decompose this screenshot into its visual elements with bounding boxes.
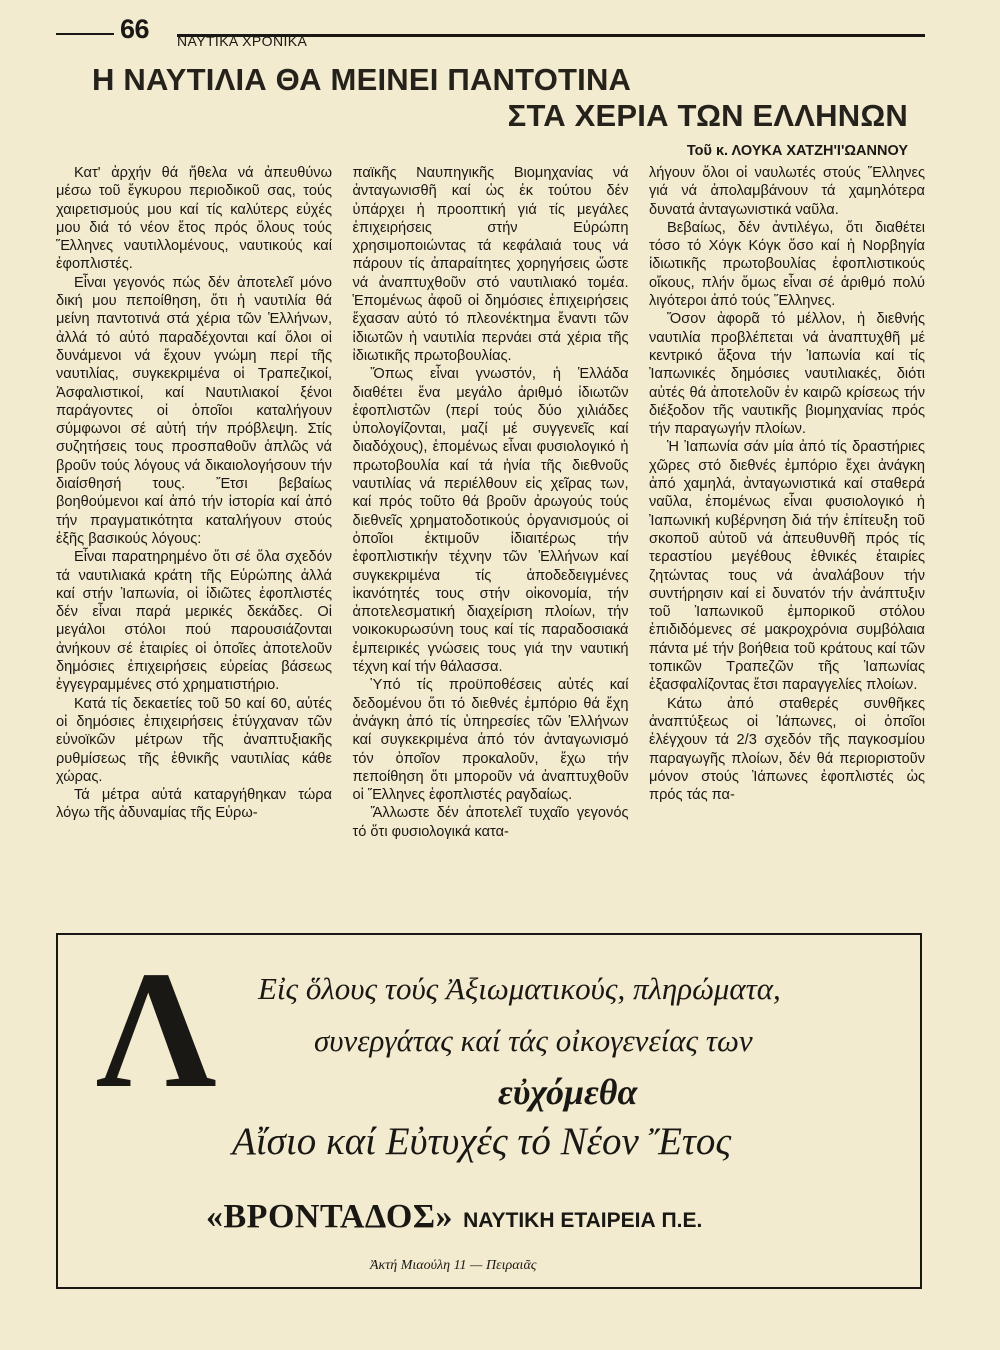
article-body [56,164,925,932]
paragraph: Εἶναι γεγονός πώς δέν ἀποτελεῖ μόνο δική μου πεποίθηση, ὅτι ἡ ναυτιλία θά μείνη παντοτινά στά χέρια τῶν Ἑλλήνων, ἀλλά τό αὐτό παραδέχονται καί ὅλοι οἱ δυνάμενοι νά ἔχουν γνώμη περί τῆς ναυτιλίας, συγκεκριμένα οἱ Τραπεζικοί, Ἀσφαλιστικοί, καί Ναυτιλιακοί ξένοι παράγοντες οἱ ὁποῖοι καταλήγουν σύμφωνοι σέ αὐτή τήν πρόβλεψη. Στίς συζητήσεις τους προσπαθοῦν ἁπλῶς νά βροῦν τούς λόγους νά δικαιολογήσουν τήν διαίσθησή τους. Ἔτσι βεβαίως βοηθούμενοι καί ἀπό τήν ἱστορία καί ἀπό τήν πραγματικότητα καταλήγουν στούς ἑξῆς βασικούς λόγους: [56,274,332,547]
paragraph: Εἶναι παρατηρημένο ὅτι σέ ὅλα σχεδόν τά ναυτιλιακά κράτη τῆς Εὐρώπης ἀλλά καί στήν Ἰαπωνία, οἱ ἰδιῶτες ἐφοπλιστές δέν εἶναι παρά μερικές δεκάδες. Οἱ μεγάλοι στόλοι πού παρουσιάζονται ἀνήκουν σέ ἑταιρίες οἱ ὁποῖες ἀποτελοῦν δημόσιες ἐπιχειρήσεις εὐρείας βάσεως ἐγγεγραμμένες στό χρηματιστήριο. [56,549,332,694]
paragraph: Ἄλλωστε δέν ἀποτελεῖ τυχαῖο γεγονός τό ὅτι φυσιολογικά κατα- [352,805,629,840]
paragraph: Τά μέτρα αὐτά καταργήθηκαν τώρα λόγω τῆς ἀδυναμίας τῆς Εὐρω- [56,787,332,822]
paragraph: Κατά τίς δεκαετίες τοῦ 50 καί 60, αὐτές οἱ δημόσιες ἐπιχειρήσεις ἐτύγχαναν τῶν εὐνοϊκῶν μέτρων τῆς ἀναπτυξιακῆς ρυθμίσεως τῆς ἐθνικῆς ναυτιλίας κάθε χώρας. [56,695,332,785]
ad-initial-letter: Λ [96,937,217,1123]
article-column-3 [649,164,925,932]
ad-greeting-line-2: συνεργάτας καί τάς οἰκογενείας των [314,1023,753,1058]
paragraph: Κατ' ἀρχήν θά ἤθελα νά ἀπευθύνω μέσω τοῦ ἔγκυρου περιοδικοῦ σας, τούς χαιρετισμούς μου καί τίς καλύτερς εὐχές μου διά τό νέον ἔτος πρός ὅλους τούς Ἕλληνες ναυτιλλομένους, ναυτικούς καί ἐφοπλιστές. [56,165,332,273]
paragraph: παϊκῆς Ναυπηγικῆς Βιομηχανίας νά ἀνταγωνισθῆ καί ὡς ἐκ τούτου δέν ὑπάρχει ἡ προοπτική γιά τίς μεγάλες ἐπιχειρήσεις στήν Εὐρώπη χρησιμοποιώντας τά κεφάλαιά τους νά πάρουν τίς ἀπαραίτητες χορηγήσεις ὥστε νά ἀναπτυχθοῦν στό ναυτιλιακό τομέα. Ἑπομένως ἀφοῦ οἱ δημόσιες ἐπιχειρήσεις ἔχασαν αὐτό τό πλεονέκτημα ἔναντι τῶν ἰδιωτῶν ἡ ναυτιλία περνάει στά χέρια τῆς ἰδιωτικῆς πρωτοβουλίας. [352,165,629,364]
ad-greeting-line-3: εὐχόμεθα [498,1072,638,1112]
paragraph: Ὅπως εἶναι γνωστόν, ἡ Ἑλλάδα διαθέτει ἕνα μεγάλο ἀριθμό ἰδιωτῶν ἐφοπλιστῶν (περί τούς δύο χιλιάδες ὑπολογίζονται, μαζί μέ συγγενεῖς καί διαδόχους), ἑπομένως εἶναι φυσιολογικό ἡ πρωτοβουλία καί τά ἡνία τῆς διεθνοῦς ναυτιλίας νά περιέλθουν εἰς χεῖρας των, καί πρός τοῦτο θά βροῦν ἀρωγούς τούς διεθνεῖς χρηματοδοτικούς ὀργανισμούς οἱ ὁποῖοι ἐκτιμοῦν ἰδιαιτέρως τήν ἐφοπλιστικήν τέχνην τῶν Ἑλλήνων καί συγκεκριμένα τίς ἀποδεδειγμένες ἱκανότητές τους στήν οἰκονομία, τήν ἀποτελεσματική διαχείριση πλοίων, τήν νοικοκυρωσύνη τους καί τίς παραδοσιακά ἐμπειρικές γνώσεις τους γιά την ναυτική τέχνη καί τήν θάλασσα. [352,366,629,676]
paragraph: Βεβαίως, δέν ἀντιλέγω, ὅτι διαθέτει τόσο τό Χόγκ Κόγκ ὅσο καί ἡ Νορβηγία ἰδιωτικῆς πρωτοβουλίας ἐφοπλιστικούς οἴκους, πλήν ὅμως εἶναι σέ ἀριθμό πολύ λιγότεροι ἀπό τούς Ἕλληνες. [649,219,925,310]
paragraph: Ἡ Ἰαπωνία σάν μία ἀπό τίς δραστήριες χῶρες στό διεθνές ἐμπόριο ἔχει ἀνάγκη ἀπό χαμηλά, ἀνταγωνιστικά καί σταθερά ναῦλα, ἑπομένως εἶναι φυσιολογικό ἡ Ἰαπωνική κυβέρνηση διά τήν ἐπίτευξη τοῦ σκοποῦ αὐτοῦ νά ἀπευθυνθῆ πρός τίς τεραστίου μεγέθους ἐθνικές ἑταιρίες ζητώντας τους νά ἀναλάβουν τήν συντήρησιν καί εἰ δυνατόν τήν ἀνάπτυξιν τοῦ Ἰαπωνικοῦ ἐμπορικοῦ στόλου ἐπιδιδόμενες σέ μακροχρόνια συμβόλαια πάντα μέ τήν βοήθεια τοῦ κράτους καί τῶν τοπικῶν Τραπεζῶν τῆς Ἰαπωνίας ἐξασφαλίζοντας ἔτσι παραγγελίες πλοίων. [649,439,925,694]
article-byline: Τοῦ κ. ΛΟΥΚΑ ΧΑΤΖΗ'Ι'ΩΑΝΝΟΥ [686,143,908,159]
paragraph: Ὅσον ἀφορᾶ τό μέλλον, ἡ διεθνής ναυτιλία προβλέπεται νά ἀναπτυχθῆ μέ κεντρικό ἄξονα τήν Ἰαπωνία καί τίς Ἰαπωνικές δημόσιες ναυτιλιακές, διότι αὐτές θά ἀποτελοῦν ἐν καιρῶ κρίσεως τήν διέξοδον τῆς ναυτικῆς βιομηχανίας πρός τήν παραγωγήν πλοίων. [649,311,925,438]
header-rule-left [56,33,114,35]
article-title-line-1: Η ΝΑΥΤΙΛΙΑ ΘΑ ΜΕΙΝΕΙ ΠΑΝΤΟΤΙΝΑ [92,62,632,97]
greeting-advertisement [56,933,922,1289]
article-column-2 [353,164,629,932]
ad-greeting-line-1: Εἰς ὅλους τούς Ἀξιωματικούς, πληρώματα, [258,971,781,1006]
article-title-line-2: ΣΤΑ ΧΕΡΙΑ ΤΩΝ ΕΛΛΗΝΩΝ [507,98,908,133]
ad-greeting-line-4: Αἴσιο καί Εὐτυχές τό Νέον Ἔτος [232,1120,732,1163]
paragraph: Κάτω ἀπό σταθερές συνθῆκες ἀναπτύξεως οἱ Ἰάπωνες, οἱ ὁποῖοι ἐλέγχουν τά 2/3 σχεδόν τῆς παγκοσμίου παραγωγῆς πλοίων, δέν θά περιοριστοῦν μόνον στούς Ἰάπωνες ἐφοπλιστές ὡς πρός τάς πα- [649,695,925,804]
ad-company-type: ΝΑΥΤΙΚΗ ΕΤΑΙΡΕΙΑ Π.Ε. [463,1209,703,1232]
paragraph: λήγουν ὅλοι οἱ ναυλωτές στούς Ἕλληνες γιά νά ἀπολαμβάνουν τά χαμηλότερα δυνατά ἀνταγωνιστικά ναῦλα. [649,165,925,218]
ad-address: Ἀκτή Μιαούλη 11 — Πειραιᾶς [370,1258,537,1273]
ad-company [206,1198,702,1236]
page-header [0,0,1000,60]
article-column-1 [56,164,332,932]
paragraph: Ὑπό τίς προϋποθέσεις αὐτές καί δεδομένου ὅτι τό διεθνές ἐμπόριο θά ἔχη ἀνάγκη ἀπό τίς ὑπηρεσίες τῶν Ἑλλήνων καί συγκεκριμένα ἀπό τόν ἀνταγωνισμό τόν ὁποῖον προκαλοῦν, ἔχω τήν πεποίθηση ὅτι μποροῦν νά ἀναπτυχθοῦν οἱ Ἕλληνες ἐφοπλιστές ραγδαίως. [352,677,629,804]
ad-company-name: «ΒΡΟΝΤΑΔΟΣ» [206,1198,454,1235]
page-number: 66 [120,14,150,44]
magazine-name: ΝΑΥΤΙΚΑ ΧΡΟΝΙΚΑ [177,33,308,49]
